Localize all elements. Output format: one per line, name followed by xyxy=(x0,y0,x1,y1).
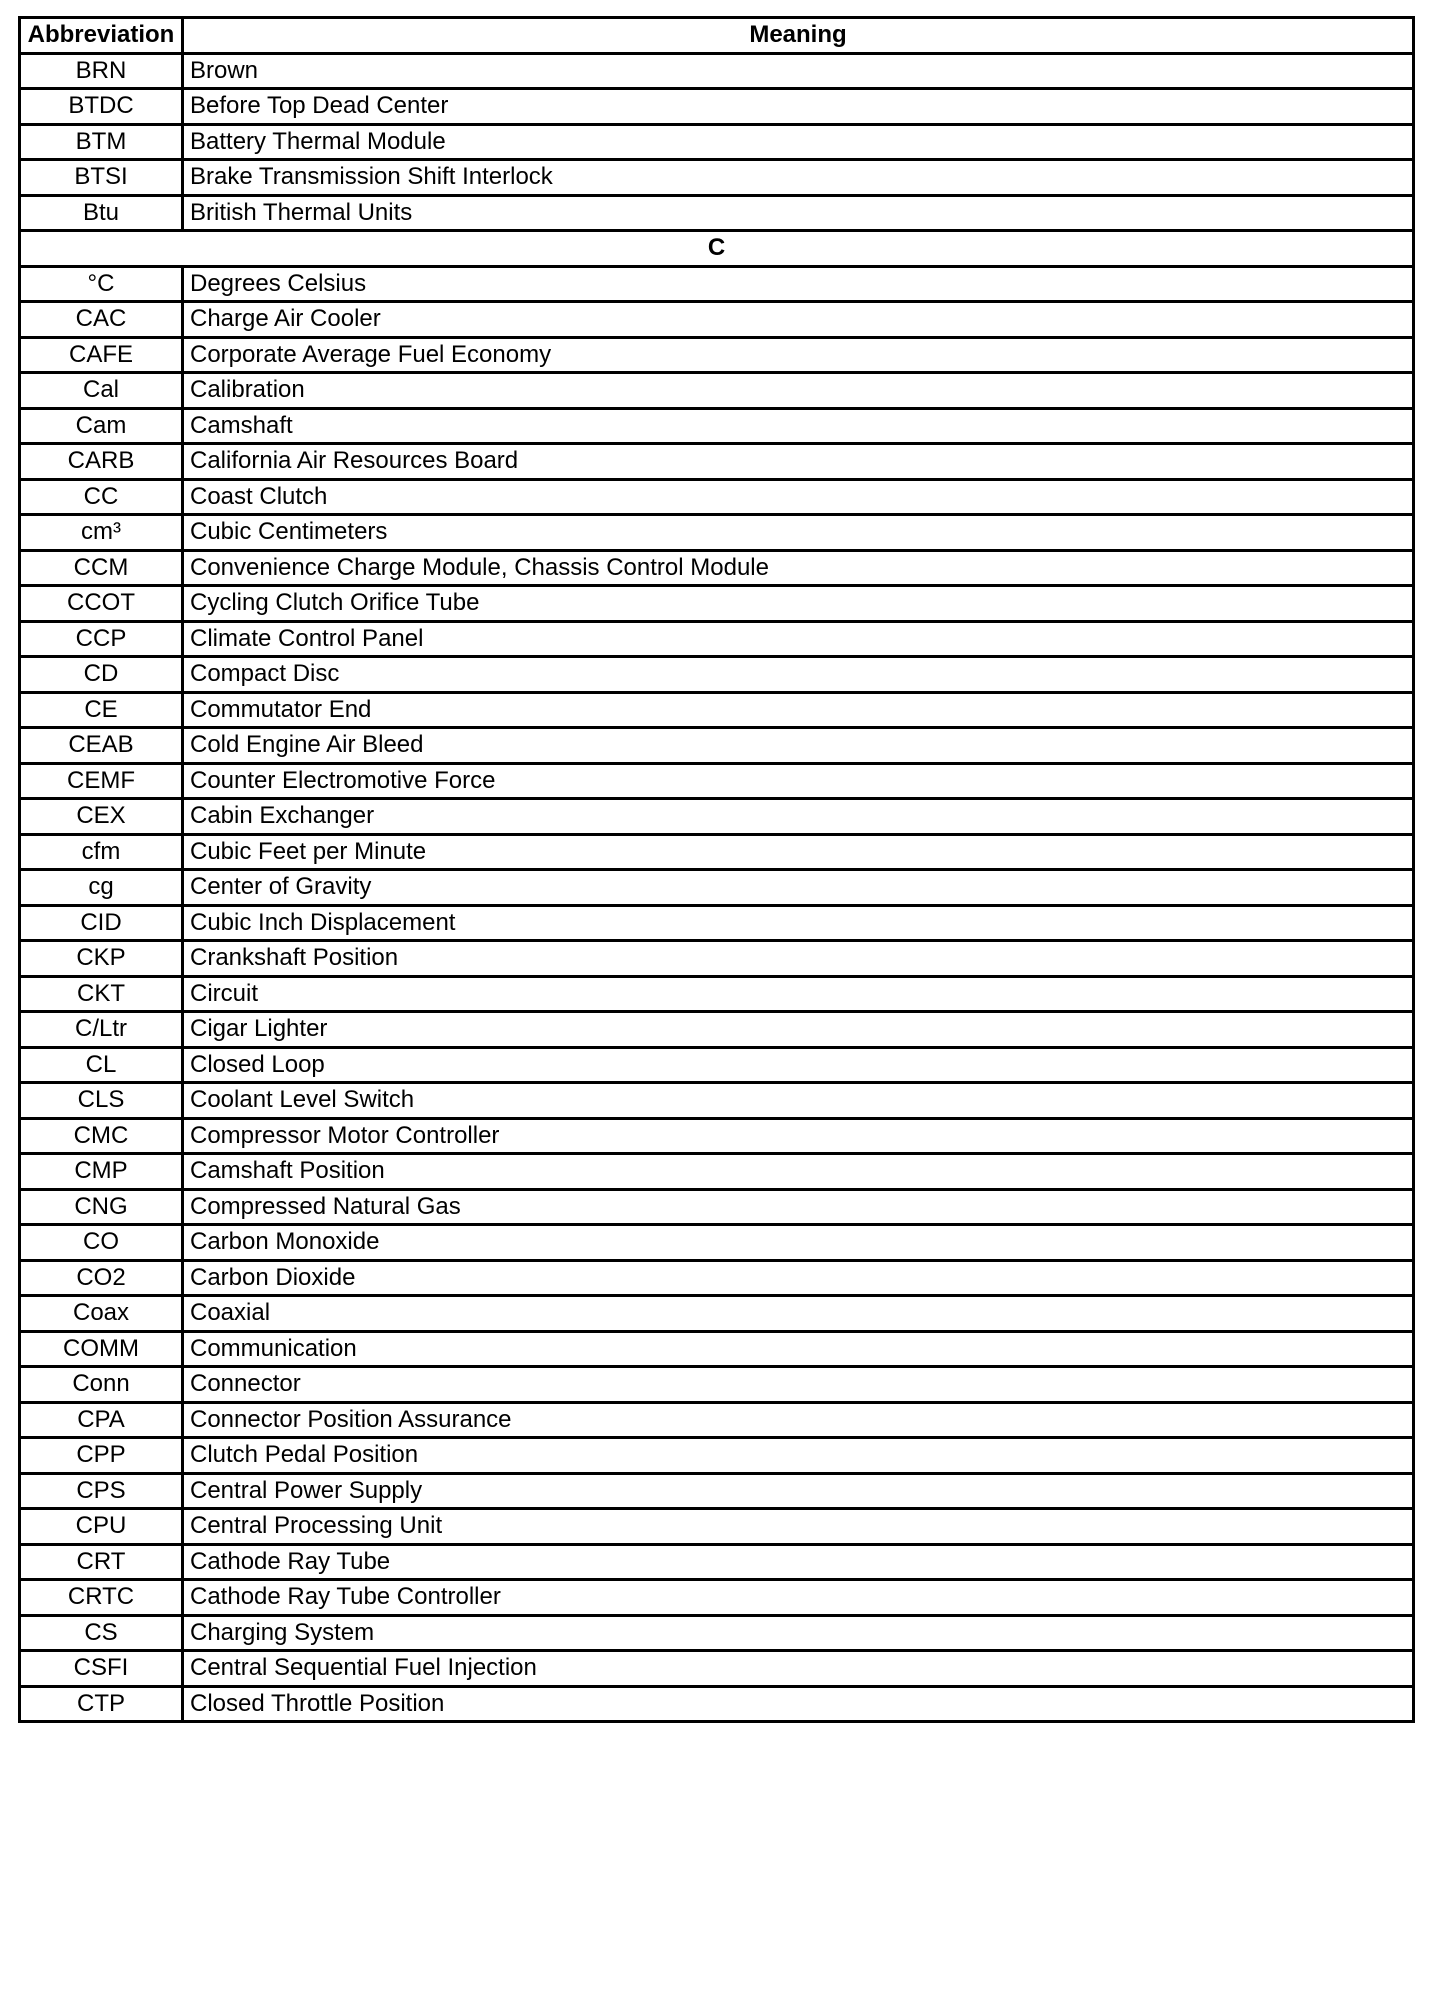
abbreviation-cell: CD xyxy=(20,657,183,693)
meaning-cell: Coolant Level Switch xyxy=(183,1083,1414,1119)
table-row xyxy=(20,1686,1414,1722)
abbreviation-cell: cg xyxy=(20,870,183,906)
meaning-cell: Central Processing Unit xyxy=(183,1509,1414,1545)
meaning-cell: Cubic Inch Displacement xyxy=(183,905,1414,941)
table-row xyxy=(20,621,1414,657)
meaning-cell: California Air Resources Board xyxy=(183,444,1414,480)
table-row xyxy=(20,1118,1414,1154)
abbreviation-cell: CTP xyxy=(20,1686,183,1722)
abbreviation-cell: CEX xyxy=(20,799,183,835)
table-row xyxy=(20,1296,1414,1332)
table-row xyxy=(20,1509,1414,1545)
meaning-cell: Commutator End xyxy=(183,692,1414,728)
abbreviation-cell: CPP xyxy=(20,1438,183,1474)
meaning-cell: Counter Electromotive Force xyxy=(183,763,1414,799)
table-row xyxy=(20,941,1414,977)
abbreviation-cell: CCOT xyxy=(20,586,183,622)
meaning-cell: Cycling Clutch Orifice Tube xyxy=(183,586,1414,622)
meaning-cell: Before Top Dead Center xyxy=(183,89,1414,125)
table-row xyxy=(20,89,1414,125)
meaning-cell: Circuit xyxy=(183,976,1414,1012)
table-row xyxy=(20,1154,1414,1190)
abbreviation-cell: BTDC xyxy=(20,89,183,125)
table-row xyxy=(20,1367,1414,1403)
abbreviation-cell: CMP xyxy=(20,1154,183,1190)
table-row xyxy=(20,1615,1414,1651)
meaning-cell: Cabin Exchanger xyxy=(183,799,1414,835)
meaning-cell: Corporate Average Fuel Economy xyxy=(183,337,1414,373)
table-row xyxy=(20,763,1414,799)
abbreviation-cell: CO xyxy=(20,1225,183,1261)
table-row xyxy=(20,373,1414,409)
table-row xyxy=(20,905,1414,941)
table-row xyxy=(20,1331,1414,1367)
table-row xyxy=(20,1083,1414,1119)
meaning-cell: Crankshaft Position xyxy=(183,941,1414,977)
table-row xyxy=(20,515,1414,551)
abbreviation-cell: cm³ xyxy=(20,515,183,551)
abbreviation-cell: CRTC xyxy=(20,1580,183,1616)
abbreviation-cell: CKP xyxy=(20,941,183,977)
table-row xyxy=(20,53,1414,89)
table-row xyxy=(20,1438,1414,1474)
abbreviation-cell: CS xyxy=(20,1615,183,1651)
meaning-cell: Compressed Natural Gas xyxy=(183,1189,1414,1225)
meaning-cell: Coaxial xyxy=(183,1296,1414,1332)
meaning-cell: Degrees Celsius xyxy=(183,266,1414,302)
table-row xyxy=(20,1047,1414,1083)
abbreviation-cell: BTSI xyxy=(20,160,183,196)
meaning-column-header: Meaning xyxy=(183,18,1414,54)
meaning-cell: Center of Gravity xyxy=(183,870,1414,906)
abbreviation-cell: Btu xyxy=(20,195,183,231)
meaning-cell: Cathode Ray Tube xyxy=(183,1544,1414,1580)
table-row xyxy=(20,1260,1414,1296)
abbreviation-cell: CRT xyxy=(20,1544,183,1580)
abbreviation-cell: CCM xyxy=(20,550,183,586)
meaning-cell: Central Sequential Fuel Injection xyxy=(183,1651,1414,1687)
abbreviation-column-header: Abbreviation xyxy=(20,18,183,54)
meaning-cell: Connector Position Assurance xyxy=(183,1402,1414,1438)
abbreviation-cell: CL xyxy=(20,1047,183,1083)
table-row xyxy=(20,160,1414,196)
table-row xyxy=(20,1544,1414,1580)
table-row xyxy=(20,1473,1414,1509)
meaning-cell: Connector xyxy=(183,1367,1414,1403)
abbreviation-cell: CPU xyxy=(20,1509,183,1545)
table-row xyxy=(20,834,1414,870)
abbreviation-cell: CEAB xyxy=(20,728,183,764)
abbreviation-cell: CAFE xyxy=(20,337,183,373)
abbreviation-cell: BRN xyxy=(20,53,183,89)
abbreviation-cell: CPA xyxy=(20,1402,183,1438)
table-row xyxy=(20,1189,1414,1225)
abbreviation-cell: C/Ltr xyxy=(20,1012,183,1048)
abbreviation-cell: CKT xyxy=(20,976,183,1012)
meaning-cell: Convenience Charge Module, Chassis Control Module xyxy=(183,550,1414,586)
meaning-cell: Cubic Centimeters xyxy=(183,515,1414,551)
meaning-cell: Charging System xyxy=(183,1615,1414,1651)
abbreviation-cell: CLS xyxy=(20,1083,183,1119)
meaning-cell: Compact Disc xyxy=(183,657,1414,693)
meaning-cell: Brake Transmission Shift Interlock xyxy=(183,160,1414,196)
meaning-cell: Cubic Feet per Minute xyxy=(183,834,1414,870)
table-row xyxy=(20,728,1414,764)
table-row xyxy=(20,1012,1414,1048)
abbreviation-cell: CSFI xyxy=(20,1651,183,1687)
abbreviation-cell: CMC xyxy=(20,1118,183,1154)
abbreviation-cell: cfm xyxy=(20,834,183,870)
abbreviation-cell: BTM xyxy=(20,124,183,160)
abbreviation-cell: CID xyxy=(20,905,183,941)
table-row xyxy=(20,124,1414,160)
meaning-cell: Communication xyxy=(183,1331,1414,1367)
section-letter-c: C xyxy=(20,231,1414,267)
meaning-cell: Camshaft xyxy=(183,408,1414,444)
table-row xyxy=(20,444,1414,480)
abbreviation-cell: Coax xyxy=(20,1296,183,1332)
abbreviation-cell: Conn xyxy=(20,1367,183,1403)
meaning-cell: Carbon Dioxide xyxy=(183,1260,1414,1296)
meaning-cell: Charge Air Cooler xyxy=(183,302,1414,338)
abbreviation-cell: CPS xyxy=(20,1473,183,1509)
table-row xyxy=(20,870,1414,906)
table-row xyxy=(20,550,1414,586)
table-row xyxy=(20,479,1414,515)
meaning-cell: Clutch Pedal Position xyxy=(183,1438,1414,1474)
abbreviation-cell: Cam xyxy=(20,408,183,444)
meaning-cell: Central Power Supply xyxy=(183,1473,1414,1509)
abbreviation-cell: CNG xyxy=(20,1189,183,1225)
abbreviation-cell: CEMF xyxy=(20,763,183,799)
abbreviation-cell: COMM xyxy=(20,1331,183,1367)
table-row xyxy=(20,408,1414,444)
abbreviation-table xyxy=(18,16,1415,1723)
table-row xyxy=(20,692,1414,728)
table-row xyxy=(20,1580,1414,1616)
meaning-cell: Camshaft Position xyxy=(183,1154,1414,1190)
table-row xyxy=(20,799,1414,835)
meaning-cell: Brown xyxy=(183,53,1414,89)
meaning-cell: British Thermal Units xyxy=(183,195,1414,231)
meaning-cell: Closed Loop xyxy=(183,1047,1414,1083)
meaning-cell: Carbon Monoxide xyxy=(183,1225,1414,1261)
abbreviation-cell: CARB xyxy=(20,444,183,480)
table-row xyxy=(20,337,1414,373)
abbreviation-cell: CAC xyxy=(20,302,183,338)
abbreviation-cell: °C xyxy=(20,266,183,302)
meaning-cell: Compressor Motor Controller xyxy=(183,1118,1414,1154)
abbreviation-cell: Cal xyxy=(20,373,183,409)
meaning-cell: Cathode Ray Tube Controller xyxy=(183,1580,1414,1616)
abbreviation-sheet xyxy=(18,16,1412,1723)
table-row xyxy=(20,657,1414,693)
section-header-row xyxy=(20,231,1414,267)
table-row xyxy=(20,1402,1414,1438)
abbreviation-cell: CC xyxy=(20,479,183,515)
abbreviation-cell: CO2 xyxy=(20,1260,183,1296)
table-row xyxy=(20,1225,1414,1261)
meaning-cell: Climate Control Panel xyxy=(183,621,1414,657)
meaning-cell: Cold Engine Air Bleed xyxy=(183,728,1414,764)
table-body xyxy=(20,53,1414,1722)
meaning-cell: Calibration xyxy=(183,373,1414,409)
table-row xyxy=(20,302,1414,338)
table-row xyxy=(20,1651,1414,1687)
meaning-cell: Closed Throttle Position xyxy=(183,1686,1414,1722)
meaning-cell: Coast Clutch xyxy=(183,479,1414,515)
table-row xyxy=(20,586,1414,622)
table-row xyxy=(20,976,1414,1012)
table-row xyxy=(20,195,1414,231)
table-header-row xyxy=(20,18,1414,54)
meaning-cell: Cigar Lighter xyxy=(183,1012,1414,1048)
abbreviation-cell: CE xyxy=(20,692,183,728)
table-row xyxy=(20,266,1414,302)
abbreviation-cell: CCP xyxy=(20,621,183,657)
meaning-cell: Battery Thermal Module xyxy=(183,124,1414,160)
